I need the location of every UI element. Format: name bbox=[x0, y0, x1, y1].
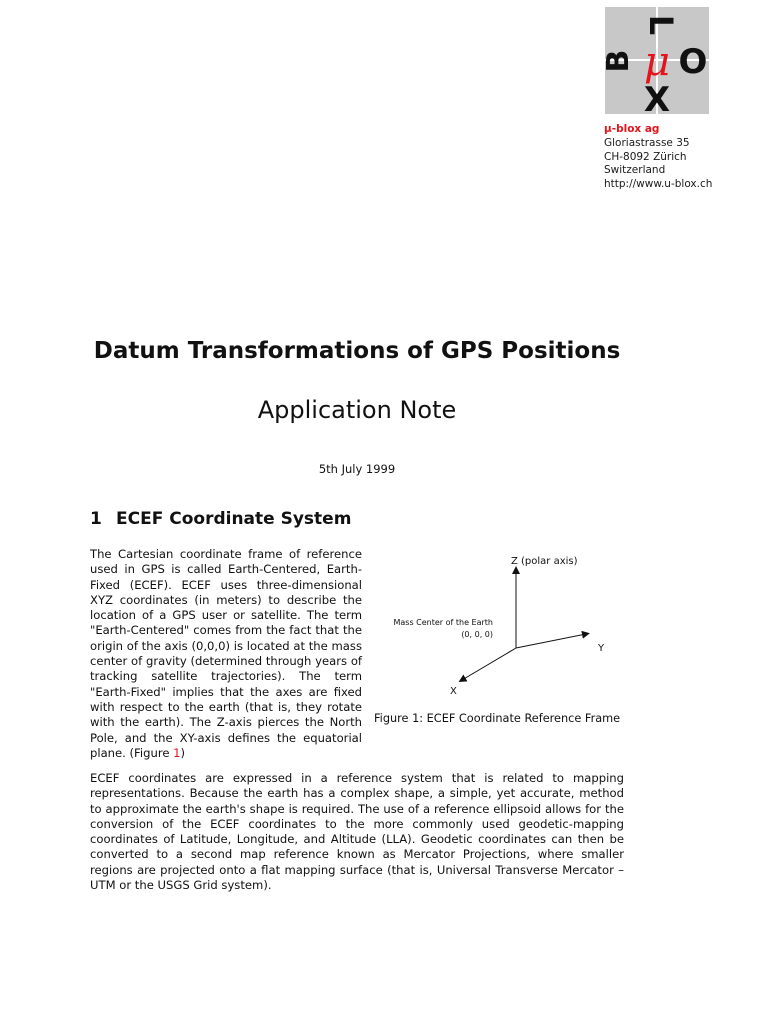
document-title: Datum Transformations of GPS Positions bbox=[93, 338, 621, 364]
ecef-axes-diagram bbox=[380, 548, 630, 708]
section-title: ECEF Coordinate System bbox=[116, 509, 352, 529]
logo-graphic bbox=[601, 7, 709, 120]
company-website[interactable]: http://www.u-blox.ch bbox=[604, 178, 713, 191]
figure-caption: Figure 1: ECEF Coordinate Reference Frame bbox=[374, 712, 621, 725]
company-address bbox=[604, 123, 712, 192]
mass-center-label: Mass Center of the Earth bbox=[393, 618, 493, 627]
y-axis bbox=[516, 634, 586, 648]
document-date: 5th July 1999 bbox=[318, 462, 396, 476]
paragraph-ecef-mapping: ECEF coordinates are expressed in a reference system that is related to mapping representations. Because the earth has a complex shape, a simple, yet accurate, method to approximate the earth's shape is required. The use of a reference ellipsoid allows for the conversion of the ECEF coordinates to the more commonly used geodetic-mapping coordinates of Latitude, Longitude, and Altitude (LLA). Geodetic coordinates can then be converted to a second map reference known as Mercator Projections, where smaller regions are projected onto a flat mapping surface (that is, Universal Transverse Mercator – UTM or the USGS Grid system). bbox=[90, 771, 624, 893]
address-street: Gloriastrasse 35 bbox=[604, 136, 690, 149]
logo-letter-mu: μ bbox=[644, 39, 670, 85]
y-axis-label: Y bbox=[598, 643, 605, 654]
logo-letter-x: X bbox=[643, 80, 671, 120]
address-city: CH-8092 Zürich bbox=[604, 150, 687, 163]
section-number: 1 bbox=[90, 509, 102, 529]
paragraph-ecef-intro bbox=[90, 547, 362, 761]
logo-letter-o: O bbox=[678, 42, 708, 82]
section-heading bbox=[90, 509, 351, 529]
origin-label: (0, 0, 0) bbox=[461, 630, 493, 639]
logo-letter-l: L bbox=[642, 14, 680, 36]
logo-letter-b: B bbox=[601, 49, 636, 73]
z-axis-label: Z (polar axis) bbox=[511, 556, 578, 567]
x-axis bbox=[462, 648, 516, 680]
address-country: Switzerland bbox=[604, 164, 666, 177]
paragraph-closing: ) bbox=[180, 745, 186, 760]
x-axis-label: X bbox=[450, 686, 457, 697]
company-name: μ-blox ag bbox=[604, 123, 660, 135]
paragraph-text: The Cartesian coordinate frame of reference used in GPS is called Earth-Centered, Earth-Fixed (ECEF). ECEF uses three-dimensional XYZ coordinates (in meters) to describe the location of a GPS user or satellite. The term "Earth-Centered" comes from the fact that the origin of the axis (0,0,0) is located at the mass center of gravity (determined through years of tracking satellite trajectories). The term "Earth-Fixed" implies that the axes are fixed with respect to the earth (that is, they rotate with the earth). The Z-axis pierces the North Pole, and the XY-axis defines the equatorial plane. (Figure bbox=[90, 547, 362, 760]
figure-ecef-frame bbox=[380, 548, 630, 708]
u-blox-logo bbox=[601, 7, 709, 120]
figure-reference-link[interactable]: 1 bbox=[173, 745, 181, 760]
document-subtitle: Application Note bbox=[257, 396, 457, 424]
